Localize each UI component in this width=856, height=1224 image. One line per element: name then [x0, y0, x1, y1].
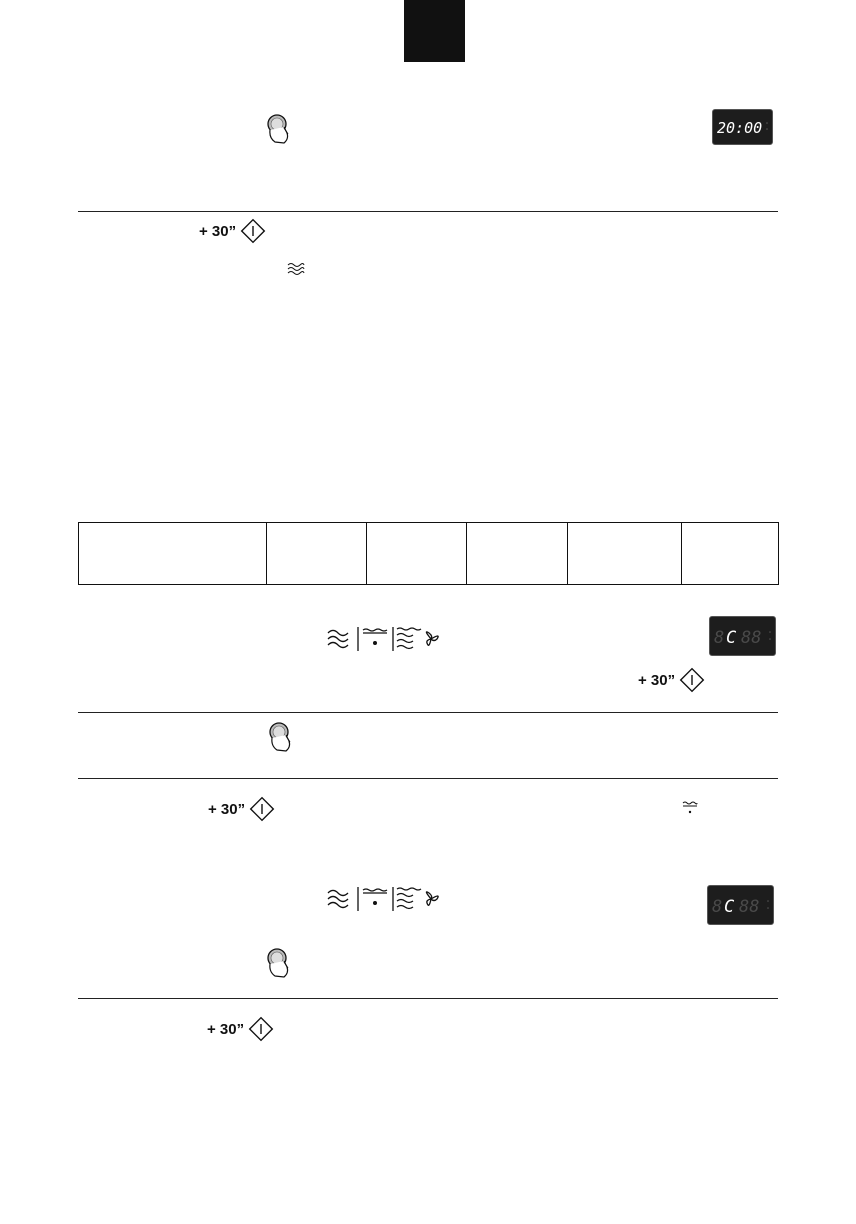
divider [78, 998, 778, 999]
table-row [79, 523, 779, 585]
plus30-start-button[interactable] [207, 1016, 274, 1042]
dial-hand-icon[interactable] [264, 112, 294, 151]
svg-text:88: 88 [741, 628, 762, 648]
dial-hand-icon[interactable] [266, 720, 296, 759]
svg-text:8: 8 [712, 897, 723, 917]
microwave-waves-icon [328, 631, 348, 648]
divider [78, 712, 778, 713]
table-cell [568, 523, 682, 585]
plus30-start-button[interactable] [638, 667, 705, 693]
combi-mode-icon-strip [326, 625, 446, 658]
table-cell [682, 523, 779, 585]
microwave-waves-icon [287, 262, 305, 281]
clock-display [712, 109, 773, 145]
table-cell [367, 523, 467, 585]
plus30-start-button[interactable] [199, 218, 266, 244]
dial-hand-icon[interactable] [264, 946, 294, 985]
table-cell [79, 523, 267, 585]
divider [78, 211, 778, 212]
start-diamond-icon [679, 667, 705, 693]
mode-display-text: C [724, 897, 735, 917]
divider [78, 778, 778, 779]
page-tab-marker [404, 0, 465, 62]
mode-display [707, 885, 774, 925]
grill-icon [682, 801, 698, 820]
convection-fan-icon [397, 888, 438, 909]
combi-mode-icon-strip [326, 885, 446, 918]
start-diamond-icon [240, 218, 266, 244]
mode-display [709, 616, 776, 656]
convection-fan-icon [397, 628, 438, 649]
grill-icon [363, 889, 387, 905]
plus30-label: + 30” [207, 1020, 245, 1038]
mode-display-text: C [726, 628, 737, 648]
svg-text:8: 8 [714, 628, 725, 648]
plus30-label: + 30” [199, 222, 237, 240]
settings-table [78, 522, 779, 585]
start-diamond-icon [249, 796, 275, 822]
svg-text:88: 88 [739, 897, 760, 917]
plus30-label: + 30” [638, 671, 676, 689]
grill-icon [363, 629, 387, 645]
start-diamond-icon [248, 1016, 274, 1042]
microwave-waves-icon [328, 891, 348, 908]
table-cell [467, 523, 568, 585]
plus30-label: + 30” [208, 800, 246, 818]
clock-display-text: 20:00 [717, 119, 763, 137]
table-cell [267, 523, 367, 585]
plus30-start-button[interactable] [208, 796, 275, 822]
